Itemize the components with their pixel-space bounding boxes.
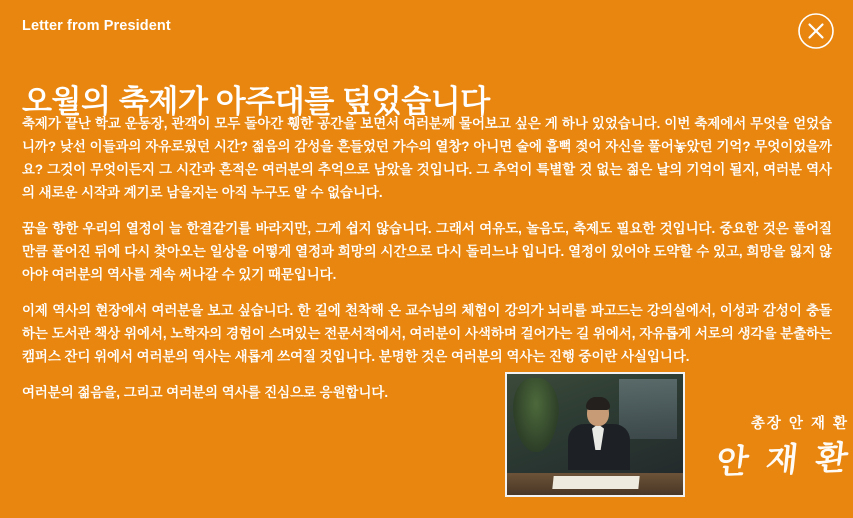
photo-papers bbox=[552, 476, 639, 489]
letter-body bbox=[22, 112, 832, 405]
letter-paragraph: 여러분의 젊음을, 그리고 여러분의 역사를 진심으로 응원합니다. bbox=[22, 385, 389, 401]
document-title: 오월의 축제가 아주대를 덮었습니다 bbox=[22, 83, 490, 119]
signature-block bbox=[505, 372, 853, 518]
letter-paragraph: 이제 역사의 현장에서 여러분을 보고 싶습니다. 한 길에 천착해 온 교수님의 체험이 강의가 뇌리를 파고드는 강의실에서, 이성과 감성이 충돌하는 도서관 책상 위에서, 노학자의 경험이 스며있는 전문서적에서, 여러분이 사색하며 걸어가는 길 위에서, 자유롭게 서로의 생각을 분출하는 캠퍼스 잔디 위에서 여러분의 역사는 새롭게 쓰여질 것입니다. 분명한 것은 여러분의 역사는 진행 중이란 사실입니다. bbox=[22, 303, 832, 365]
close-icon[interactable] bbox=[797, 12, 835, 50]
page-title: Letter from President bbox=[22, 18, 171, 34]
signature-script: 안 재 환 bbox=[714, 437, 853, 482]
photo-plant bbox=[513, 378, 559, 452]
photo-person-hair bbox=[586, 397, 610, 410]
letter-paragraph: 축제가 끝난 학교 운동장, 관객이 모두 돌아간 휑한 공간을 보면서 여러분께 물어보고 싶은 게 하나 있었습니다. 이번 축제에서 무엇을 얻었습니까? 낮선 이들과의 자유로웠던 시간? 젊음의 감성을 흔들었던 가수의 열창? 아니면 술에 흠뻑 젖어 자신을 풀어놓았던 기억? 무엇이었을까요? 그것이 무엇이든지 그 시간과 흔적은 여러분의 추억으로 남았을 것입니다. 그 추억이 특별할 것 없는 젊은 날의 기억이 될지, 여러분 역사의 새로운 시작과 계기로 남을지는 아직 누구도 알 수 없습니다. bbox=[22, 116, 832, 201]
photo-window bbox=[619, 379, 677, 439]
president-photo bbox=[505, 372, 685, 497]
letter-header bbox=[0, 0, 853, 54]
letter-paragraph: 꿈을 향한 우리의 열정이 늘 한결같기를 바라지만, 그게 쉽지 않습니다. 그래서 여유도, 놀음도, 축제도 필요한 것입니다. 중요한 것은 풀어질 만큼 풀어진 뒤에 다시 찾아오는 일상을 어떻게 열정과 희망의 시간으로 다시 돌리느냐 입니다. 열정이 있어야 도약할 수 있고, 희망을 잃지 않아야 여러분의 역사를 계속 써나갈 수 있기 때문입니다. bbox=[22, 221, 832, 283]
signature-name: 총장 안 재 환 bbox=[750, 416, 849, 432]
